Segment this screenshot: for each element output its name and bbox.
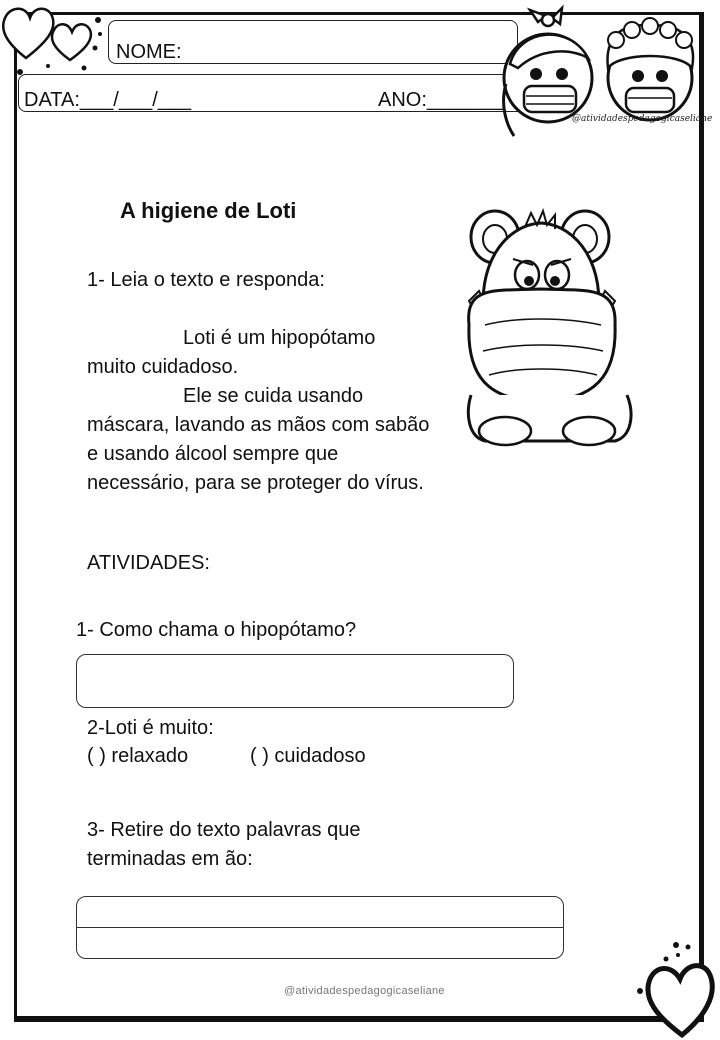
answer-1-box[interactable]	[76, 654, 514, 708]
option-cuidadoso[interactable]: ( ) cuidadoso	[250, 745, 366, 767]
name-label: NOME:	[116, 41, 182, 63]
hearts-decoration-icon	[0, 0, 110, 80]
answer-3-divider	[77, 927, 563, 928]
date-label: DATA:___/___/___	[24, 89, 192, 111]
question-1: 1- Como chama o hipopótamo?	[76, 619, 357, 641]
question-3: 3- Retire do texto palavras que terminadas em ão:	[87, 819, 361, 870]
masked-hippo-illustration-icon	[455, 205, 645, 450]
author-handle: @atividadespedagogicaseliane	[572, 114, 713, 124]
answer-3-box[interactable]	[76, 896, 564, 959]
worksheet-title: A higiene de Loti	[120, 198, 297, 223]
option-relaxado[interactable]: ( ) relaxado	[87, 745, 189, 767]
reading-instruction: 1- Leia o texto e responda:	[87, 269, 325, 291]
question-2: 2-Loti é muito:	[87, 717, 214, 739]
reading-paragraph-1: Loti é um hipopótamo muito cuidadoso.	[87, 327, 376, 378]
footer-credit: @atividadespedagogicaseliane	[284, 985, 445, 997]
heart-decoration-icon	[630, 935, 720, 1040]
activities-label: ATIVIDADES:	[87, 552, 210, 574]
reading-paragraph-2: Ele se cuida usando máscara, lavando as mãos com sabão e usando álcool sempre que necessário, para se proteger do vírus.	[87, 385, 430, 494]
year-label: ANO:_______	[378, 89, 505, 111]
